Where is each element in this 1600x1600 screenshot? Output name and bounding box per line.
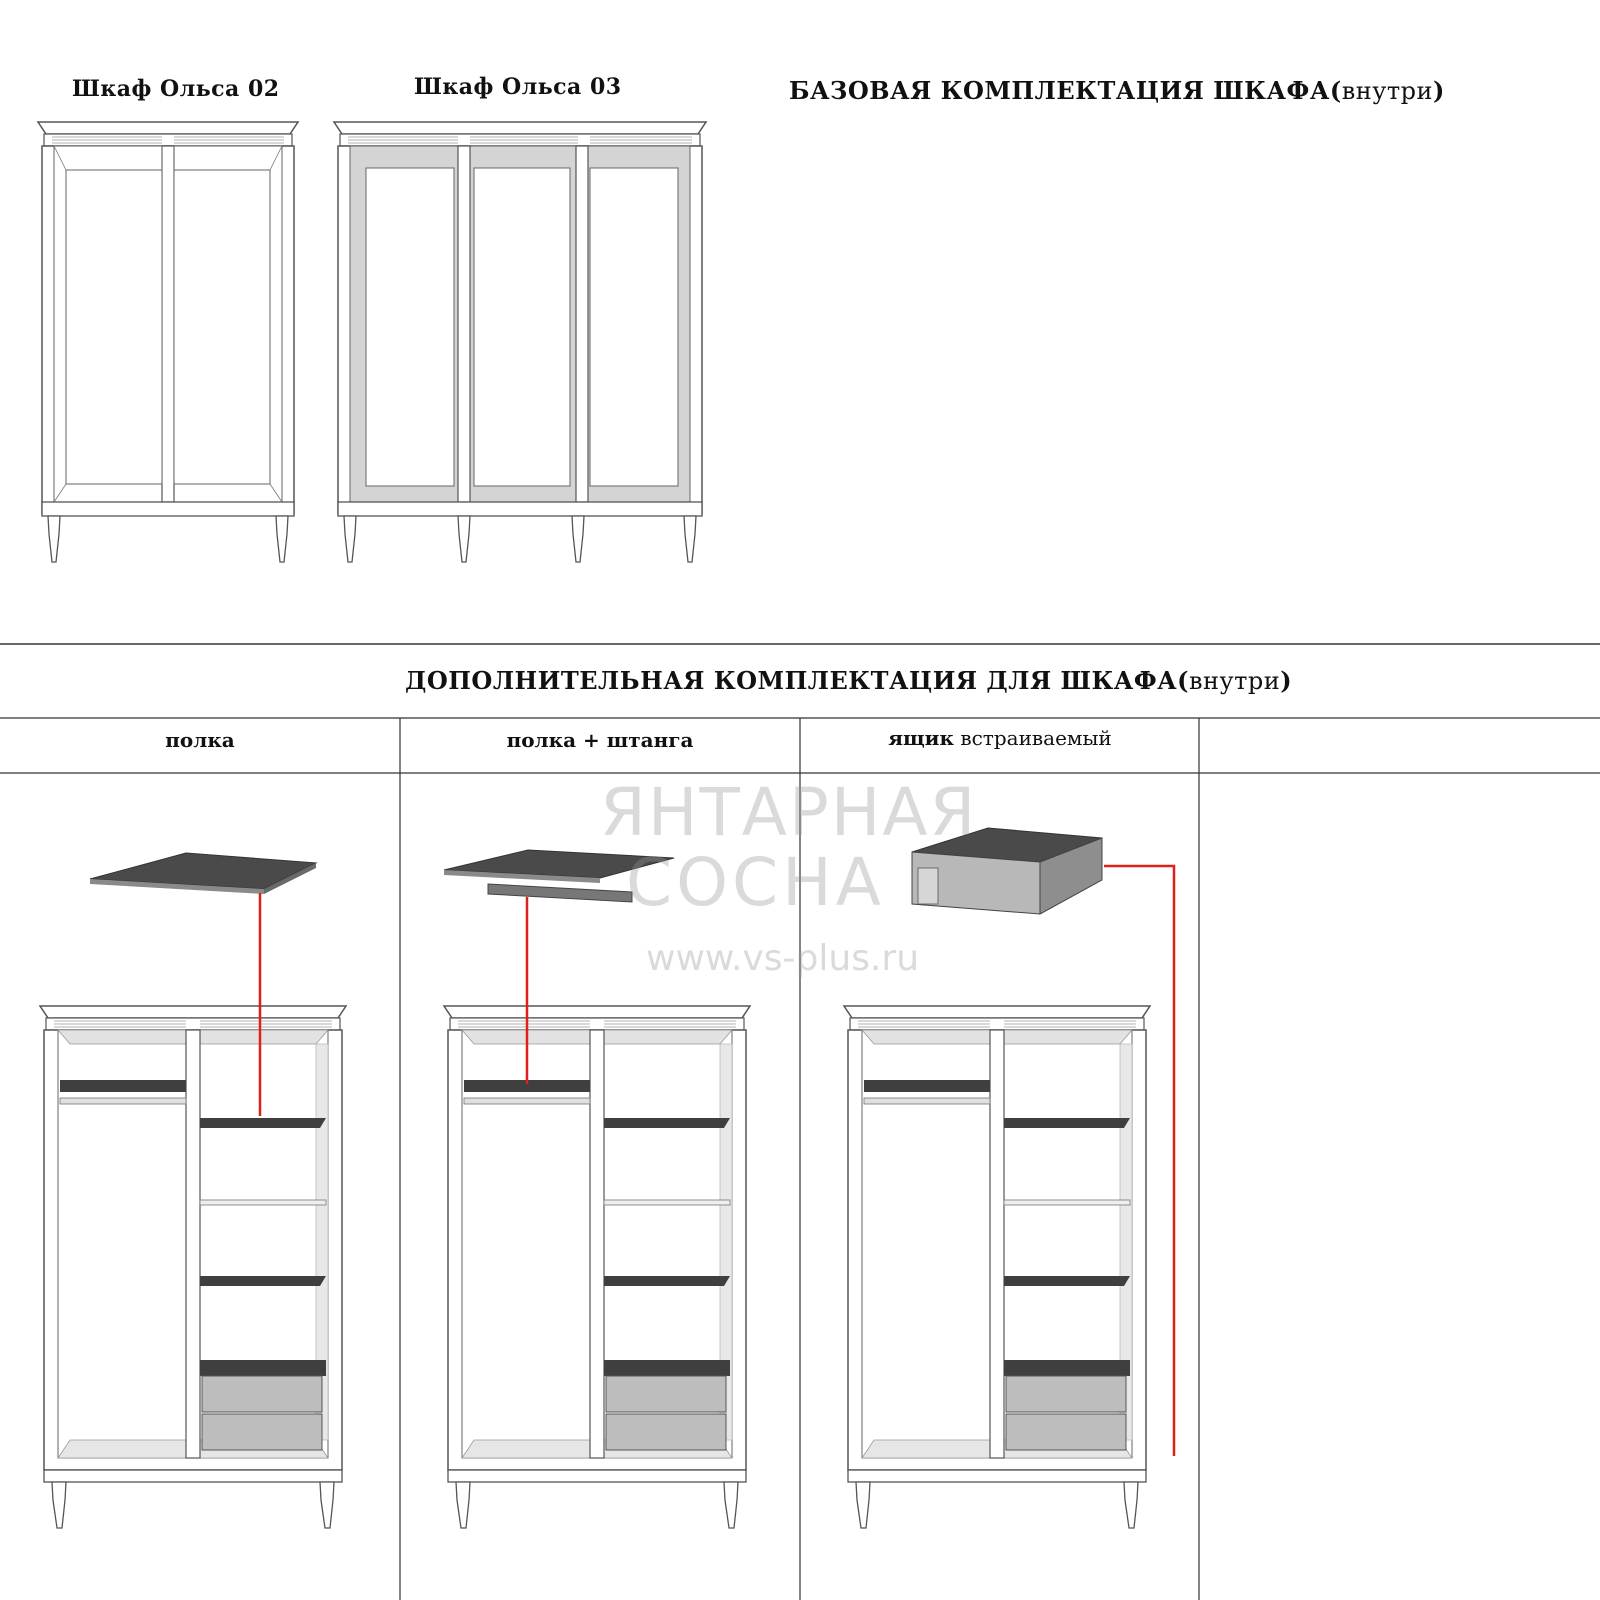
column-header-shelf-bold: полка [165, 728, 235, 752]
shelf-and-rod-illustration [444, 850, 674, 902]
model-title-olsa-03: Шкаф Ольса 03 [414, 74, 622, 100]
wardrobe-shelf-rod-option [444, 1006, 750, 1528]
column-header-drawer-bold: ящик [888, 726, 954, 750]
watermark-url: www.vs-plus.ru [646, 938, 920, 979]
wardrobe-olsa-03-drawing [334, 122, 706, 562]
column-header-shelf-rod [400, 728, 800, 752]
drawer-part-illustration [912, 828, 1102, 914]
base-heading-bold: БАЗОВАЯ КОМПЛЕКТАЦИЯ ШКАФА( [789, 76, 1342, 105]
extra-heading-bold: ДОПОЛНИТЕЛЬНАЯ КОМПЛЕКТАЦИЯ ДЛЯ ШКАФА( [405, 666, 1189, 695]
column-header-shelf-rod-bold: полка + штанга [506, 728, 694, 752]
shelf-part-illustration [90, 853, 316, 894]
wardrobe-shelf-option [40, 1006, 346, 1528]
base-heading-close: ) [1432, 76, 1445, 105]
extra-heading-close: ) [1280, 666, 1293, 695]
base-heading-normal: внутри [1341, 77, 1433, 105]
extra-heading-normal: внутри [1189, 667, 1281, 695]
column-header-shelf [0, 728, 400, 752]
column-header-drawer-normal: встраиваемый [953, 726, 1112, 750]
wardrobe-olsa-02-drawing [38, 122, 298, 562]
additional-configuration-heading [405, 666, 1292, 695]
watermark-line-1: ЯНТАРНАЯ [600, 774, 978, 851]
model-title-olsa-02: Шкаф Ольса 02 [72, 76, 280, 102]
column-header-drawer [800, 726, 1200, 750]
wardrobe-drawer-option [844, 1006, 1150, 1528]
watermark-line-2: СОСНА [626, 844, 885, 921]
